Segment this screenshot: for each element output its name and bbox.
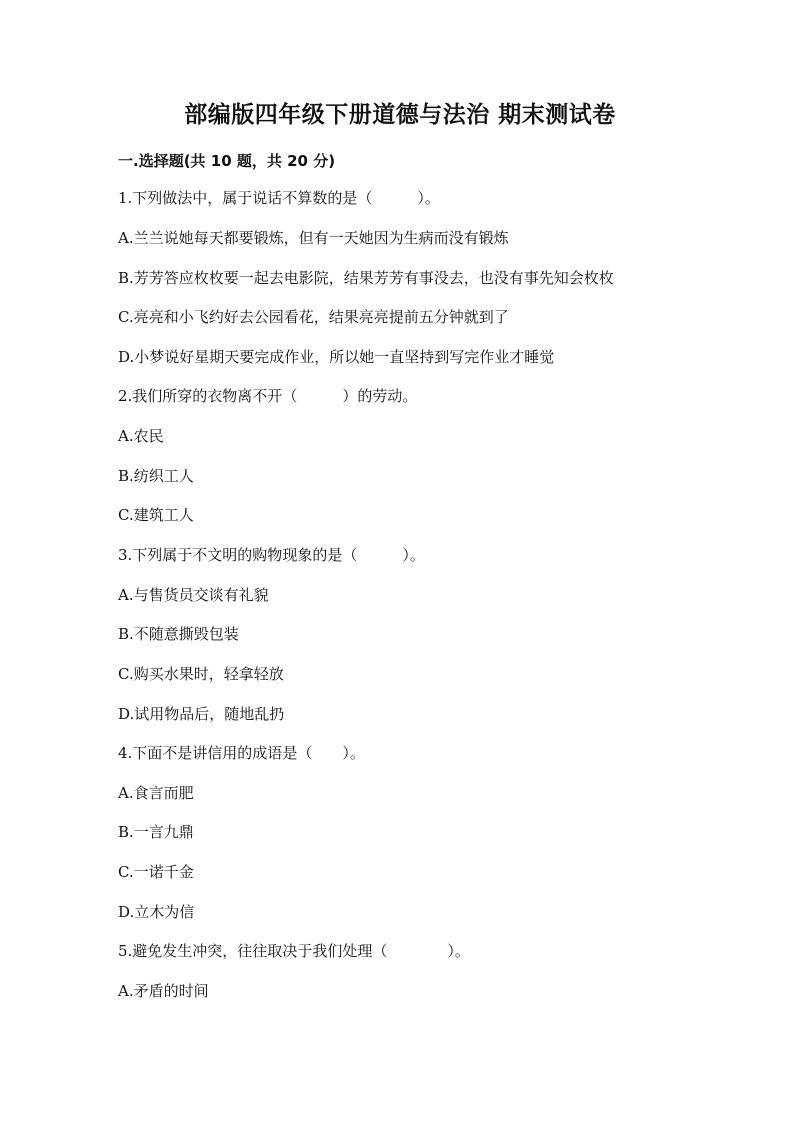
question-1-stem: 1.下列做法中，属于说话不算数的是（ ）。	[118, 189, 440, 207]
question-2-stem: 2.我们所穿的衣物离不开（ ）的劳动。	[118, 387, 418, 405]
question-1-option-d: D.小梦说好星期天要完成作业，所以她一直坚持到写完作业才睡觉	[118, 348, 555, 366]
question-5-option-a: A.矛盾的时间	[118, 982, 209, 1000]
question-4-stem: 4.下面不是讲信用的成语是（ ）。	[118, 744, 365, 762]
question-3-option-c: C.购买水果时，轻拿轻放	[118, 665, 284, 683]
question-1-option-c: C.亮亮和小飞约好去公园看花，结果亮亮提前五分钟就到了	[118, 308, 509, 326]
question-3-option-b: B.不随意撕毁包装	[118, 625, 239, 643]
exam-title: 部编版四年级下册道德与法治 期末测试卷	[184, 102, 616, 128]
question-2-option-a: A.农民	[118, 427, 164, 445]
section-heading: 一.选择题(共 10 题，共 20 分)	[118, 152, 336, 170]
question-4-option-c: C.一诺千金	[118, 863, 194, 881]
question-2-option-c: C.建筑工人	[118, 506, 194, 524]
question-2-option-b: B.纺织工人	[118, 467, 194, 485]
question-4-option-b: B.一言九鼎	[118, 823, 194, 841]
question-1-option-b: B.芳芳答应枚枚要一起去电影院，结果芳芳有事没去，也没有事先知会枚枚	[118, 269, 614, 287]
question-3-stem: 3.下列属于不文明的购物现象的是（ ）。	[118, 546, 425, 564]
question-3-option-a: A.与售货员交谈有礼貌	[118, 586, 269, 604]
question-5-stem: 5.避免发生冲突，往往取决于我们处理（ ）。	[118, 942, 470, 960]
question-1-option-a: A.兰兰说她每天都要锻炼，但有一天她因为生病而没有锻炼	[118, 229, 509, 247]
question-3-option-d: D.试用物品后，随地乱扔	[118, 705, 285, 723]
question-4-option-d: D.立木为信	[118, 903, 195, 921]
question-4-option-a: A.食言而肥	[118, 784, 194, 802]
